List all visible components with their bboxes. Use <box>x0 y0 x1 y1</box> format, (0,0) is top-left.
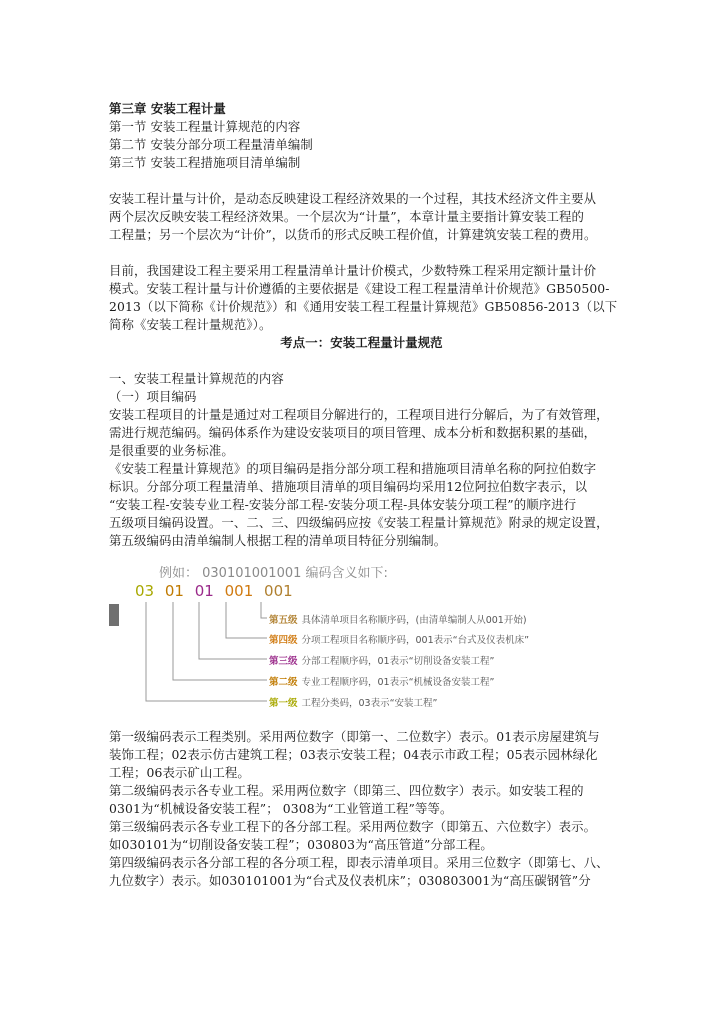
text-line: 两个层次反映安装工程经济效果。一个层次为“计量”，本章计量主要指计算安装工程的 <box>109 209 585 224</box>
level-name: 第二级 <box>269 677 298 688</box>
code-segment-level2: 01 <box>164 582 184 600</box>
connector-level1 <box>146 602 267 701</box>
text-line: 第五级编码由清单编制人根据工程的清单项目特征分别编制。 <box>109 533 447 548</box>
text-line: 标识。分部分项工程量清单、措施项目清单的项目编码均采用12位阿拉伯数字表示，以 <box>109 479 588 494</box>
text-line: 目前，我国建设工程主要采用工程量清单计量计价模式，少数特殊工程采用定额计量计价 <box>109 263 597 278</box>
text-line: 如030101为“切削设备安装工程”；030803为“高压管道”分部工程。 <box>109 837 493 852</box>
text-line: 工程量；另一个层次为“计价”，以货币的形式反映工程价值，计算建筑安装工程的费用。 <box>109 227 597 242</box>
text-line: 安装工程计量与计价，是动态反映建设工程经济效果的一个过程，其技术经济文件主要从 <box>109 191 597 206</box>
section1-subtitle: （一）项目编码 <box>109 389 197 404</box>
text-line: 是很重要的业务标准。 <box>109 443 234 458</box>
level-desc: 工程分类码，03表示“安装工程” <box>301 698 438 709</box>
text-line: 装饰工程；02表示仿古建筑工程；03表示安装工程；04表示市政工程；05表示园林绿化 <box>109 747 598 762</box>
coding-paragraph-1 <box>109 406 614 460</box>
section1-title: 一、安装工程量计算规范的内容 <box>109 371 284 386</box>
section-title: 第二节 安装分部分项工程量清单编制 <box>109 137 313 152</box>
text-line: 第四级编码表示各分部工程的各分项工程，即表示清单项目。采用三位数字（即第七、八、 <box>109 855 609 870</box>
level3-label <box>269 653 494 667</box>
intro-paragraph <box>109 190 614 244</box>
section-title: 第一节 安装工程量计算规范的内容 <box>109 119 301 134</box>
text-line: 0301为“机械设备安装工程”； 0308为“工业管道工程”等等。 <box>109 801 453 816</box>
text-line: 需进行规范编码。编码体系作为建设安装项目的项目管理、成本分析和数据积累的基础， <box>109 425 597 440</box>
text-line: 五级项目编码设置。一、二、三、四级编码应按《安装工程量计算规范》附录的规定设置， <box>109 515 609 530</box>
chapter-title: 第三章 安装工程计量 <box>109 101 226 116</box>
code-segment-level5: 001 <box>264 582 293 600</box>
level-desc: 具体清单项目名称顺序码，(由清单编制人从001开始) <box>301 615 527 626</box>
code-segment-level4: 001 <box>224 582 254 600</box>
section-title: 第三节 安装工程措施项目清单编制 <box>109 155 301 170</box>
level-name: 第三级 <box>269 656 298 667</box>
text-line: 《安装工程量计算规范》的项目编码是指分部分项工程和措施项目清单名称的阿拉伯数字 <box>109 461 597 476</box>
text-line: 第一级编码表示工程类别。采用两位数字（即第一、二位数字）表示。01表示房屋建筑与 <box>109 729 600 744</box>
text-line: 工程；06表示矿山工程。 <box>109 765 250 780</box>
text-line: 安装工程项目的计量是通过对工程项目分解进行的，工程项目进行分解后，为了有效管理， <box>109 407 609 422</box>
code-diagram <box>109 562 614 722</box>
level5-label <box>269 612 527 626</box>
level4-label <box>269 632 529 646</box>
level1-label <box>269 695 437 709</box>
coding-paragraph-2 <box>109 460 614 550</box>
basis-paragraph <box>109 262 618 334</box>
text-line: “安装工程-安装专业工程-安装分部工程-安装分项工程-具体安装分项工程”的顺序进行 <box>109 497 577 512</box>
connector-level5 <box>261 602 267 618</box>
diagram-title: 例如： 030101001001 编码含义如下: <box>159 566 388 581</box>
level-name: 第一级 <box>269 698 298 709</box>
connector-level3 <box>199 602 267 659</box>
text-line: 简称《安装工程计量规范》）。 <box>109 317 272 332</box>
code-segment-level3: 01 <box>194 582 214 600</box>
text-line: 模式。安装工程计量与计价遵循的主要依据是《建设工程工程量清单计价规范》GB50500- <box>109 281 610 296</box>
text-line: 2013（以下简称《计价规范》）和《通用安装工程工程量计算规范》GB50856-2013（以下 <box>109 299 618 314</box>
level2-label <box>269 674 494 688</box>
text-line: 第二级编码表示各专业工程。采用两位数字（即第三、四位数字）表示。如安装工程的 <box>109 783 584 798</box>
level-desc: 专业工程顺序码，01表示“机械设备安装工程” <box>301 677 495 688</box>
level-desc: 分项工程项目名称顺序码，001表示“台式及仪表机床” <box>301 635 529 646</box>
keypoint-heading: 考点一：安装工程量计量规范 <box>280 335 443 350</box>
text-line: 第三级编码表示各专业工程下的各分部工程。采用两位数字（即第五、六位数字）表示。 <box>109 819 597 834</box>
level-name: 第四级 <box>269 635 298 646</box>
level-name: 第五级 <box>269 615 298 626</box>
document-page <box>109 100 618 890</box>
text-line: 九位数字）表示。如030101001为“台式及仪表机床”；030803001为“高压碳钢管”分 <box>109 873 591 888</box>
connector-level2 <box>173 602 267 680</box>
level-desc: 分部工程顺序码，01表示“切削设备安装工程” <box>301 656 495 667</box>
code-segment-level1: 03 <box>135 582 155 600</box>
explanation-paragraphs <box>109 728 614 890</box>
